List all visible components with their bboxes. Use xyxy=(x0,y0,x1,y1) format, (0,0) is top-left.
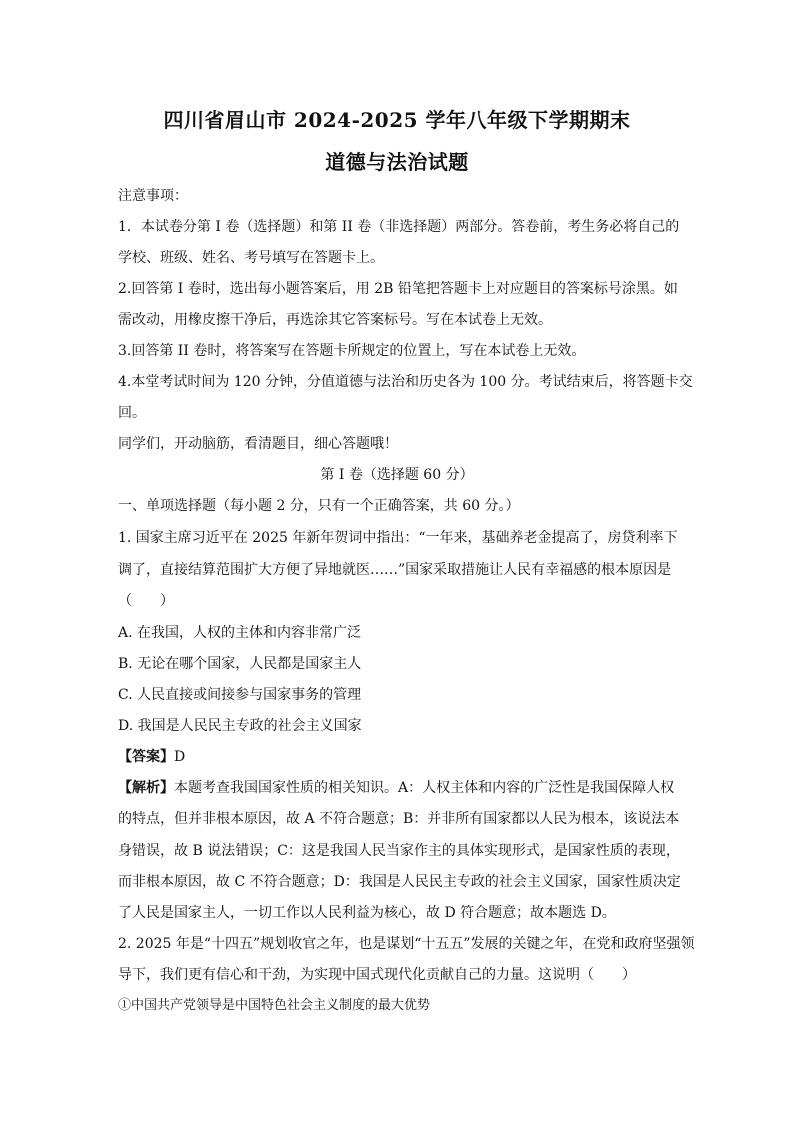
q2-stem-line-1: 2. 2025 年是“十四五”规划收官之年，也是谋划“十五五”发展的关键之年，在党和政府坚强领 xyxy=(118,936,695,952)
q1-stem-line-2: 调了，直接结算范围扩大方便了异地就医……”国家采取措施让人民有幸福感的根本原因是 xyxy=(118,562,672,578)
q1-option-b: B. 无论在哪个国家，人民都是国家主人 xyxy=(118,656,362,672)
question-type-title: 一、单项选择题（每小题 2 分，只有一个正确答案，共 60 分。） xyxy=(118,498,520,514)
q1-stem-line-1: 1. 国家主席习近平在 2025 年新年贺词中指出：“一年来，基础养老金提高了，房贷利率下 xyxy=(118,530,678,546)
exam-subtitle: 道德与法治试题 xyxy=(325,150,469,174)
exam-title: 四川省眉山市 2024-2025 学年八年级下学期期末 xyxy=(163,108,631,132)
q1-option-c: C. 人民直接或间接参与国家事务的管理 xyxy=(118,687,362,703)
q1-analysis-line-5: 了人民是国家主人，一切工作以人民利益为核心，故 D 符合题意；故本题选 D。 xyxy=(118,905,616,921)
q1-analysis-line-1 xyxy=(118,778,688,798)
notice-item-1-line-1: 1．本试卷分第 I 卷（选择题）和第 II 卷（非选择题）两部分。答卷前，考生务必将自己的 xyxy=(118,219,680,235)
q1-option-d: D. 我国是人民民主专政的社会主义国家 xyxy=(118,718,362,734)
answer-value: D xyxy=(174,749,186,765)
q1-stem-line-3: （ ） xyxy=(118,593,174,609)
q1-option-a: A. 在我国，人权的主体和内容非常广泛 xyxy=(118,625,362,641)
notice-item-4-line-1: 4.本堂考试时间为 120 分钟，分值道德与法治和历史各为 100 分。考试结束后，将答题卡交 xyxy=(118,374,693,390)
q1-analysis-line-3: 身错误，故 B 说法错误；C：这是我国人民当家作主的具体实现形式，是国家性质的表现， xyxy=(118,843,680,859)
notice-item-4-line-2: 回。 xyxy=(118,405,146,421)
q2-stem-line-2: 导下，我们更有信心和干劲，为实现中国式现代化贡献自己的力量。这说明（ ） xyxy=(118,967,636,983)
q2-item-1: ①中国共产党领导是中国特色社会主义制度的最大优势 xyxy=(118,998,431,1013)
notice-heading: 注意事项： xyxy=(118,188,188,204)
q1-analysis-line-4: 而非根本原因，故 C 不符合题意；D：我国是人民民主专政的社会主义国家，国家性质决定 xyxy=(118,874,681,890)
notice-item-3: 3.回答第 II 卷时，将答案写在答题卡所规定的位置上，写在本试卷上无效。 xyxy=(118,343,586,359)
q1-answer xyxy=(118,747,688,767)
notice-item-2-line-1: 2.回答第 I 卷时，选出每小题答案后，用 2B 铅笔把答题卡上对应题目的答案标号涂黑。如 xyxy=(118,281,678,297)
analysis-label: 【解析】 xyxy=(118,780,174,796)
notice-item-1-line-2: 学校、班级、姓名、考号填写在答题卡上。 xyxy=(118,250,384,266)
analysis-text: 本题考查我国国家性质的相关知识。A：人权主体和内容的广泛性是我国保障人权 xyxy=(174,780,675,796)
notice-item-2-line-2: 需改动，用橡皮擦干净后，再选涂其它答案标号。写在本试卷上无效。 xyxy=(118,312,552,328)
part-title: 第 I 卷（选择题 60 分） xyxy=(320,467,474,483)
greeting: 同学们，开动脑筋，看清题目，细心答题哦！ xyxy=(118,436,398,452)
answer-label: 【答案】 xyxy=(118,749,174,765)
q1-analysis-line-2: 的特点，但并非根本原因，故 A 不符合题意；B：并非所有国家都以人民为根本，该说法本 xyxy=(118,811,680,827)
